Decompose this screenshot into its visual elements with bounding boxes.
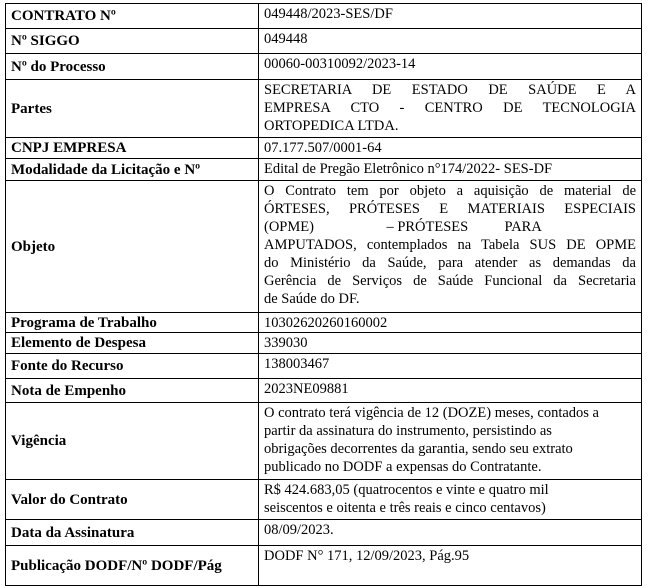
row-label-elemento: Elemento de Despesa [6, 333, 259, 354]
table-row [6, 354, 642, 379]
objeto-line: ÓRTESES, PRÓTESES E MATERIAIS ESPECIAIS [264, 201, 636, 217]
vigencia-line: publicado no DODF a expensas do Contratante. [264, 459, 542, 475]
vigencia-line: O contrato terá vigência de 12 (DOZE) meses, contados a [264, 405, 599, 421]
row-value-empenho: 2023NE09881 [259, 379, 642, 403]
row-label-cnpj: CNPJ EMPRESA [6, 138, 259, 159]
row-value-programa: 10302620260160002 [259, 313, 642, 333]
vigencia-line: partir da assinatura do instrumento, persistindo as [264, 423, 552, 439]
partes-line: EMPRESA CTO - CENTRO DE TECNOLOGIA [264, 100, 636, 116]
row-label-siggo: Nº SIGGO [6, 29, 259, 54]
row-label-processo: Nº do Processo [6, 54, 259, 80]
row-label-partes: Partes [6, 80, 259, 138]
row-value-partes [259, 80, 642, 138]
table-row [6, 480, 642, 520]
row-value-vigencia [259, 403, 642, 480]
table-row [6, 181, 642, 313]
row-value-modalidade: Edital de Pregão Eletrônico n°174/2022- SES-DF [259, 159, 642, 181]
partes-line: ORTOPEDICA LTDA. [264, 118, 399, 134]
row-value-fonte: 138003467 [259, 354, 642, 379]
row-value-objeto [259, 181, 642, 313]
table-row [6, 379, 642, 403]
table-row [6, 29, 642, 54]
row-value-publicacao: DODF N° 171, 12/09/2023, Pág.95 [259, 546, 642, 586]
row-value-elemento: 339030 [259, 333, 642, 354]
row-label-programa: Programa de Trabalho [6, 313, 259, 333]
table-row [6, 138, 642, 159]
partes-line: SECRETARIA DE ESTADO DE SAÚDE E A [264, 82, 636, 98]
row-value-siggo: 049448 [259, 29, 642, 54]
row-value-cnpj: 07.177.507/0001-64 [259, 138, 642, 159]
objeto-line: do Ministério da Saúde, para atender as demandas da [264, 255, 636, 271]
valor-line: seiscentos e oitenta e três reais e cinco centavos) [264, 500, 546, 516]
vigencia-line: obrigações decorrentes da garantia, sendo seu extrato [264, 441, 573, 457]
table-row [6, 313, 642, 333]
valor-line: R$ 424.683,05 (quatrocentos e vinte e quatro mil [264, 482, 549, 498]
objeto-line: Gerência de Serviços de Saúde Funcional da Secretaria [264, 273, 636, 289]
table-row [6, 333, 642, 354]
row-label-valor: Valor do Contrato [6, 480, 259, 520]
objeto-line: (OPME) – PRÓTESES PARA [264, 219, 542, 235]
objeto-line: de Saúde do DF. [264, 291, 360, 307]
row-label-modalidade: Modalidade da Licitação e Nº [6, 159, 259, 181]
table-row [6, 546, 642, 586]
table-row [6, 403, 642, 480]
row-label-data: Data da Assinatura [6, 520, 259, 546]
contract-extract-table [5, 3, 642, 586]
row-value-processo: 00060-00310092/2023-14 [259, 54, 642, 80]
objeto-line: O Contrato tem por objeto a aquisição de material de [264, 183, 636, 199]
row-label-fonte: Fonte do Recurso [6, 354, 259, 379]
row-value-valor [259, 480, 642, 520]
table-row [6, 54, 642, 80]
table-row [6, 159, 642, 181]
row-label-publicacao: Publicação DODF/Nº DODF/Pág [6, 546, 259, 586]
table-row [6, 4, 642, 29]
row-label-contrato: CONTRATO Nº [6, 4, 259, 29]
table-row [6, 520, 642, 546]
row-label-objeto: Objeto [6, 181, 259, 313]
row-value-data: 08/09/2023. [259, 520, 642, 546]
row-label-vigencia: Vigência [6, 403, 259, 480]
row-value-contrato: 049448/2023-SES/DF [259, 4, 642, 29]
table-row [6, 80, 642, 138]
row-label-empenho: Nota de Empenho [6, 379, 259, 403]
objeto-line: AMPUTADOS, contemplados na Tabela SUS DE OPME [264, 237, 636, 253]
